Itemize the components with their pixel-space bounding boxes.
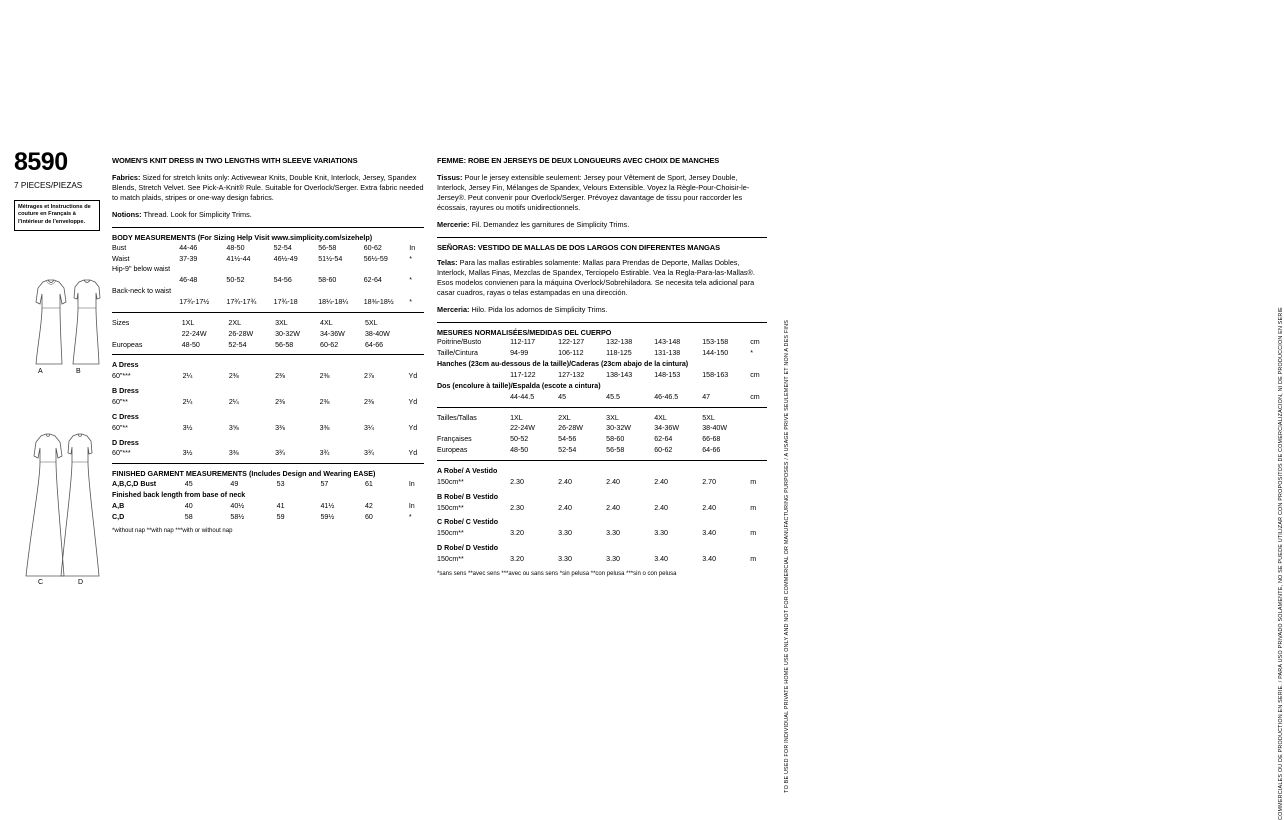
cell: 26-28W: [228, 329, 254, 338]
cell: 17¾-18: [273, 297, 298, 306]
body-measurements-heading: BODY MEASUREMENTS (For Sizing Help Visit www.simplicity.com/sizehelp): [112, 232, 373, 242]
tissus-text: Pour le jersey extensible seulement: Jersey pour Vêtement de Sport, Jersey Double, Interlock, Jersey Fin, Mélanges de Spandex, Velours Extensible. Voyez la Règle-Pour-Choisir-le-Jersey®. Peut convenir pour Overlock/Serger. Prévoyez davantage de tissu pour raccorder les écossais, rayures ou motifs unidirectionnels.: [437, 173, 750, 212]
cell: 3.40: [654, 554, 668, 563]
cell: 3.20: [510, 554, 524, 563]
metric-measurements-heading: MESURES NORMALISÉES/MEDIDAS DEL CUERPO: [437, 327, 612, 337]
fabrics-paragraph: [112, 173, 424, 203]
cell: 62-64: [363, 276, 382, 285]
table-row: [437, 528, 767, 539]
unit: *: [750, 349, 754, 358]
view-label: A Dress: [112, 361, 139, 370]
cell: 2⅞: [364, 372, 374, 381]
cell: 2.40: [702, 503, 717, 512]
cell: 2.40: [606, 477, 620, 486]
figure-label-c: C: [38, 579, 44, 586]
cell: 138-143: [606, 370, 633, 379]
view-label: D Dress: [112, 438, 139, 447]
fabrics-text: Sized for stretch knits only: Activewear Knits, Double Knit, Interlock, Jersey, Spandex Blends, Stretch Velvet. See Pick-A-Knit® Rule. Suitable for Overlock/Serger. Extra fabric needed to match plaids, stripes or one-way design fabrics.: [112, 173, 424, 203]
english-footnotes: *without nap **with nap ***with or without nap: [112, 528, 233, 535]
pieces-count: 7 PIECES/PIEZAS: [14, 181, 83, 190]
table-row: [112, 490, 424, 501]
table-row: [112, 297, 424, 308]
unit: [750, 413, 767, 424]
row-label: Finished back length from base of neck: [112, 490, 246, 499]
cell: 3.20: [510, 529, 524, 538]
table-row: [437, 359, 767, 370]
cell: 143-148: [654, 338, 681, 347]
cell: 54-56: [558, 435, 577, 444]
unit: cm: [750, 370, 760, 379]
cell: 56-58: [275, 340, 294, 349]
dress-a-b-illustration: [16, 268, 112, 418]
cell: 40: [184, 501, 193, 510]
cell: 2.40: [654, 477, 668, 486]
cell: 60-62: [320, 340, 339, 349]
merceria-label: Merceria:: [437, 304, 470, 314]
view-label: A Robe/ A Vestido: [437, 466, 498, 475]
dress-c-d-illustration: [16, 426, 112, 601]
cell: 50-52: [226, 276, 245, 285]
table-row: [437, 503, 767, 514]
row-label: [437, 423, 510, 434]
table-row: [437, 477, 767, 488]
unit: In: [408, 501, 415, 510]
table-row: [112, 318, 424, 329]
cell: 60-62: [654, 446, 673, 455]
row-label: C,D: [112, 512, 125, 521]
cell: 58: [184, 512, 193, 521]
fabric-width: 60"**: [112, 397, 128, 406]
cell: 3.30: [558, 529, 572, 538]
cell: 3¾: [275, 449, 285, 458]
table-row: [112, 382, 424, 397]
unit: m: [750, 503, 757, 512]
unit: m: [750, 554, 757, 563]
cell: 3½: [182, 449, 193, 458]
cell: 56½-59: [363, 254, 388, 263]
table-row: [112, 423, 424, 434]
cell: 45.5: [606, 392, 620, 401]
row-label: Hanches (23cm au-dessous de la taille)/Caderas (23cm abajo de la cintura): [437, 360, 689, 369]
view-label: B Robe/ B Vestido: [437, 492, 499, 501]
cell: 48-50: [226, 243, 245, 252]
cell: 3⅜: [275, 423, 285, 432]
cell: 45: [558, 392, 567, 401]
row-label: [112, 297, 179, 308]
cell: 3.30: [654, 529, 668, 538]
divider-rule-2: [112, 312, 424, 313]
divider-rule-3: [112, 354, 424, 355]
cell: 52-54: [558, 446, 577, 455]
pattern-number: 8590: [14, 148, 68, 176]
table-row: [437, 513, 767, 528]
row-label: Hip-9" below waist: [112, 265, 171, 274]
table-row: [437, 337, 767, 348]
unit: [410, 329, 424, 340]
cell: 48-50: [181, 340, 200, 349]
cell: 3⅜: [319, 423, 330, 432]
finished-measurements-heading: FINISHED GARMENT MEASUREMENTS (Includes Design and Wearing EASE): [112, 469, 376, 479]
table-row: [437, 445, 767, 456]
cell: 2⅜: [319, 397, 330, 406]
row-label: A,B,C,D Bust: [112, 480, 157, 489]
cell: 2.30: [510, 503, 524, 512]
cell: 5XL: [702, 413, 715, 422]
fabrics-label: Fabrics:: [112, 173, 141, 183]
fabric-width: 60"**: [112, 423, 128, 432]
table-row: [112, 340, 424, 351]
cell: 2.40: [558, 503, 572, 512]
merceria-paragraph: [437, 305, 767, 315]
table-row: [437, 381, 767, 392]
table-row: [437, 370, 767, 381]
cell: 94-99: [510, 349, 529, 358]
row-label: [437, 392, 510, 403]
tissus-paragraph: [437, 173, 767, 213]
cell: 3⅝: [228, 423, 239, 432]
left-column: [14, 150, 106, 231]
cell: 38-40W: [364, 329, 390, 338]
view-label: C Robe/ C Vestido: [437, 518, 499, 527]
table-row: [112, 243, 424, 254]
cell: 2⅜: [275, 397, 285, 406]
cell: 1XL: [510, 413, 523, 422]
telas-label: Telas:: [437, 257, 458, 267]
fabric-width: 150cm**: [437, 554, 464, 563]
view-label: D Robe/ D Vestido: [437, 544, 499, 553]
cell: 2¼: [182, 397, 193, 406]
cell: 2⅜: [228, 372, 239, 381]
cell: 158-163: [702, 370, 729, 379]
cell: 2.40: [558, 477, 572, 486]
divider-rule-r4: [437, 460, 767, 461]
cell: 132-138: [606, 338, 633, 347]
cell: 3.30: [606, 529, 620, 538]
cell: 122-127: [558, 338, 585, 347]
row-label: A,B: [112, 501, 125, 510]
mercerie-paragraph: [437, 220, 767, 230]
view-label: C Dress: [112, 412, 139, 421]
table-row: [437, 348, 767, 359]
notions-text: Thread. Look for Simplicity Trims.: [141, 209, 252, 219]
cell: 64-66: [702, 446, 721, 455]
table-row: [112, 286, 424, 297]
notions-label: Notions:: [112, 209, 142, 219]
table-row: [112, 479, 424, 490]
unit: m: [750, 477, 757, 486]
unit: *: [408, 512, 412, 521]
unit: *: [409, 276, 412, 285]
row-label: Europeas: [112, 340, 143, 349]
illustration-row-ab: [16, 268, 112, 418]
figure-label-d: D: [78, 579, 84, 586]
metric-sizes-table: [437, 413, 767, 456]
cell: 59½: [320, 512, 335, 521]
unit: In: [409, 243, 416, 252]
table-row: [112, 512, 424, 523]
tissus-label: Tissus:: [437, 173, 463, 183]
cell: 3¾: [364, 449, 374, 458]
table-row: [112, 397, 424, 408]
cell: 3¾: [319, 449, 330, 458]
table-row: [437, 423, 767, 434]
unit: [750, 445, 767, 456]
unit: m: [750, 529, 757, 538]
cell: 3.40: [702, 529, 717, 538]
cell: 52-54: [228, 340, 247, 349]
cell: 106-112: [558, 349, 584, 358]
row-label: Taille/Cintura: [437, 349, 479, 358]
cell: 144-150: [702, 349, 729, 358]
cell: 54-56: [273, 276, 292, 285]
cell: 117-122: [510, 370, 536, 379]
row-label: Françaises: [437, 435, 472, 444]
mercerie-label: Mercerie:: [437, 219, 470, 229]
cell: 2⅜: [319, 372, 330, 381]
cell: 2.70: [702, 477, 717, 486]
cell: 45: [184, 480, 193, 489]
cell: 5XL: [364, 318, 378, 327]
fabric-width: 60"***: [112, 449, 131, 458]
divider-rule-1: [112, 227, 424, 228]
unit: cm: [750, 392, 760, 401]
table-row: [437, 392, 767, 403]
merceria-text: Hilo. Pida los adornos de Simplicity Trims.: [469, 304, 608, 314]
cell: 127-132: [558, 370, 585, 379]
unit: Yd: [408, 372, 418, 381]
cell: 4XL: [320, 318, 333, 327]
cell: 3.30: [606, 554, 620, 563]
cell: 2XL: [228, 318, 242, 327]
fabric-width: 150cm**: [437, 503, 464, 512]
cell: 18¼-18¼: [318, 297, 349, 306]
sizes-table: [112, 318, 424, 351]
fabric-width: 150cm**: [437, 477, 464, 486]
cell: 2⅜: [275, 372, 285, 381]
cell: 30-32W: [606, 424, 631, 433]
english-column: [112, 156, 424, 536]
unit: [410, 318, 424, 329]
figure-label-b: B: [76, 368, 81, 375]
telas-text: Para las mallas estirables solamente: Mallas para Prendas de Deporte, Mallas Dobles, Interlock, Mallas Finas, Mezclas de Spandex, Terciopelo Estirable. Vea la Regla-Para-las-Mallas®. Esos modelos convienen para la máquina Overlock/Sobrehiladora. Se necesita tela adicional para casar cuadros, rayas o telas estampadas en una dirección.: [437, 257, 755, 297]
cell: 1XL: [181, 318, 195, 327]
cell: 3.40: [702, 554, 717, 563]
cell: 118-125: [606, 349, 632, 358]
table-row: [112, 275, 424, 286]
cell: 30-32W: [275, 329, 300, 338]
cell: 64-66: [364, 340, 384, 349]
unit: [410, 340, 424, 351]
cell: 26-28W: [558, 424, 583, 433]
cell: 41½-44: [226, 254, 251, 263]
table-row: [437, 554, 767, 565]
yardage-table: [112, 360, 424, 459]
cell: 18⅜-18½: [363, 297, 394, 306]
unit: [750, 423, 767, 434]
cell: 38-40W: [702, 424, 728, 433]
cell: 37-39: [179, 254, 198, 263]
cell: 60-62: [363, 243, 382, 252]
unit: Yd: [408, 397, 418, 406]
unit: cm: [750, 338, 760, 347]
table-row: [112, 254, 424, 265]
cell: 2¼: [182, 372, 193, 381]
cell: 2.40: [606, 503, 620, 512]
cell: 50-52: [510, 435, 529, 444]
mercerie-text: Fil. Demandez les garnitures de Simplicity Trims.: [469, 219, 630, 229]
row-label: Europeas: [437, 446, 468, 455]
cell: 46-48: [179, 276, 198, 285]
cell: 3⅜: [228, 449, 239, 458]
row-label: [112, 329, 182, 340]
row-label: Dos (encolure à taille)/Espalda (escote a cintura): [437, 381, 601, 390]
cell: 59: [276, 512, 285, 521]
cell: 2¼: [228, 397, 239, 406]
row-label: Waist: [112, 254, 130, 263]
table-row: [437, 434, 767, 445]
french-instructions-note: Métrages et Instructions de couture en Français à l'intérieur de l'enveloppe.: [14, 200, 100, 231]
cell: 60: [364, 512, 373, 521]
french-spanish-footnotes: *sans sens **avec sens ***avec ou sans sens *sin pelusa **con pelusa ***sin o con pelusa: [437, 570, 677, 577]
cell: 58-60: [318, 276, 337, 285]
cell: 58-60: [606, 435, 625, 444]
cell: 61: [364, 480, 373, 489]
cell: 58½: [230, 512, 245, 521]
french-title: FEMME: ROBE EN JERSEYS DE DEUX LONGUEURS AVEC CHOIX DE MANCHES: [437, 156, 720, 165]
cell: 3XL: [606, 413, 619, 422]
cell: 22-24W: [181, 329, 207, 338]
cell: 42: [364, 501, 373, 510]
divider-rule-r3: [437, 407, 767, 408]
english-title: WOMEN'S KNIT DRESS IN TWO LENGTHS WITH SLEEVE VARIATIONS: [112, 156, 358, 165]
view-label: B Dress: [112, 387, 139, 396]
table-row: [112, 360, 424, 371]
unit: In: [408, 480, 415, 489]
cell: 3.30: [558, 554, 572, 563]
figure-label-a: A: [38, 368, 43, 375]
cell: 153-158: [702, 338, 729, 347]
metric-measurements-table: [437, 337, 767, 402]
cell: 49: [230, 480, 239, 489]
cell: 53: [276, 480, 285, 489]
row-label: Bust: [112, 243, 127, 252]
fabric-width: 60"***: [112, 372, 131, 381]
row-label: Back-neck to waist: [112, 287, 172, 296]
french-spanish-column: [437, 156, 767, 578]
body-measurements-table: [112, 243, 424, 308]
cell: 3¼: [364, 423, 374, 432]
divider-rule-4: [112, 463, 424, 464]
divider-rule-r1: [437, 237, 767, 238]
cell: 46½-49: [273, 254, 298, 263]
unit: *: [409, 297, 412, 306]
finished-measurements-table: [112, 479, 424, 522]
cell: 4XL: [654, 413, 667, 422]
illustration-row-cd: [16, 426, 112, 601]
cell: 47: [702, 392, 711, 401]
cell: 51½-54: [318, 254, 343, 263]
cell: 66-68: [702, 435, 721, 444]
cell: 22-24W: [510, 424, 535, 433]
table-row: [112, 501, 424, 512]
notions-paragraph: [112, 210, 424, 220]
table-row: [112, 408, 424, 423]
cell: 44-46: [179, 243, 198, 252]
table-row: [112, 434, 424, 449]
cell: 2.30: [510, 477, 524, 486]
row-label: [437, 370, 510, 381]
cell: 3XL: [275, 318, 288, 327]
telas-paragraph: [437, 258, 767, 298]
legal-line-2: COMMERCIALES OU DE PRODUCTION EN SERIE. / PARA USO PRIVADO SOLAMENTE, NO SE PUEDE UTILIZAR CON PROPOSITOS DE COMERCIALIZACION, NI DE PRODUCCION EN SERIE: [1278, 307, 1284, 820]
cell: 2.40: [654, 503, 668, 512]
row-label: [112, 275, 179, 286]
cell: 34-36W: [654, 424, 680, 433]
cell: 2⅜: [364, 397, 374, 406]
row-label: Sizes: [112, 318, 130, 327]
cell: 17¾-17¾: [226, 297, 257, 306]
cell: 2XL: [558, 413, 571, 422]
table-row: [437, 539, 767, 554]
cell: 41½: [320, 501, 335, 510]
row-label: Poitrine/Busto: [437, 338, 482, 347]
cell: 34-36W: [320, 329, 345, 338]
cell: 52-54: [273, 243, 292, 252]
table-row: [112, 448, 424, 459]
cell: 44-44.5: [510, 392, 535, 401]
legal-line-1: TO BE USED FOR INDIVIDUAL PRIVATE HOME USE ONLY AND NOT FOR COMMERCIAL OR MANUFACTURING PURPOSES / A USAGE PRIVE SEULEMENT ET NON A DES FINS: [784, 320, 790, 793]
cell: 40½: [230, 501, 245, 510]
legal-side-text: [770, 160, 1284, 820]
cell: 46-46.5: [654, 392, 679, 401]
unit: Yd: [408, 449, 418, 458]
cell: 62-64: [654, 435, 673, 444]
table-row: [112, 371, 424, 382]
divider-rule-r2: [437, 322, 767, 323]
cell: 148-153: [654, 370, 681, 379]
unit: [750, 434, 767, 445]
garment-illustrations: [16, 268, 112, 601]
cell: 41: [276, 501, 285, 510]
table-row: [437, 488, 767, 503]
row-label: Tailles/Tallas: [437, 413, 477, 422]
cell: 56-58: [606, 446, 625, 455]
cell: 56-58: [318, 243, 337, 252]
fabric-width: 150cm**: [437, 529, 464, 538]
table-row: [112, 264, 424, 275]
unit: Yd: [408, 423, 418, 432]
cell: 57: [320, 480, 329, 489]
cell: 112-117: [510, 338, 536, 347]
cell: 131-138: [654, 349, 681, 358]
cell: 3½: [182, 423, 193, 432]
spanish-title: SEÑORAS: VESTIDO DE MALLAS DE DOS LARGOS CON DIFERENTES MANGAS: [437, 242, 720, 252]
cell: 48-50: [510, 446, 529, 455]
cell: 17¾-17½: [179, 297, 210, 306]
table-row: [437, 413, 767, 424]
table-row: [437, 466, 767, 477]
unit: *: [409, 254, 412, 263]
table-row: [112, 329, 424, 340]
metric-yardage-table: [437, 466, 767, 565]
